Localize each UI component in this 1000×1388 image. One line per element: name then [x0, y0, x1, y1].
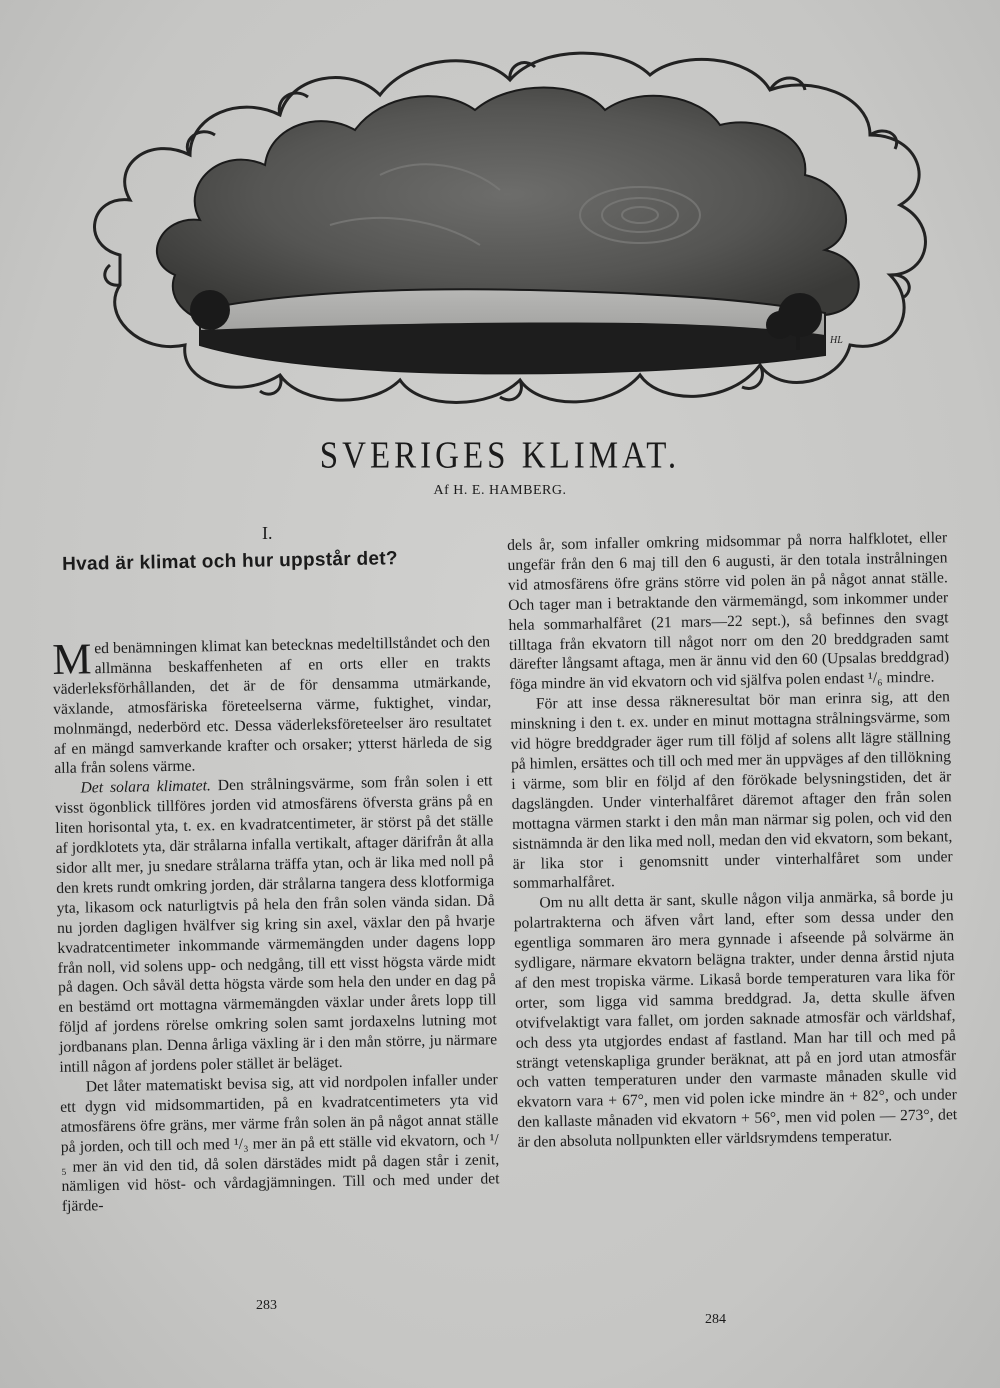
section-number: I.	[262, 523, 273, 543]
paragraph-text: Den strålningsvärme, som från solen i ett visst ögonblick tillföres jorden vid atmosfärens öfversta gräns på en liten horisontal yta, t. ex. en kvadratcentimeter, är störst på det ställe af jordklotets yta, där strålarna infalla vertikalt, aftager därifrån åt alla sidor allt mer, ju snedare strålarna träffa ytan, och är lika med noll på den krets rundt omkring jorden, där strålarna tangera dess klotformiga yta, likasom ock naturligtvis på hela den från solen vända sidan. Då nu jorden dagligen hvälfver sig kring sin axel, växlar den på hvarje kvadratcentimeter inkommande värmemängden under dagens lopp från noll, vid solens upp- och nedgång, till ett visst högsta värde midt på dagen. Och såväl detta högsta värde som hela den under en dag på en bestämd ort mottagna värmemängden växlar under årets lopp till följd af jordens rörelse omkring solen samt jordaxelns lutning mot jordbanans plan. Denna årliga växling är i den mån större, ju närmare intill någon af jordens poler stället är beläget.	[54, 772, 498, 1076]
article-byline: Af H. E. HAMBERG.	[433, 483, 567, 498]
section-heading: Hvad är klimat och hur uppstår det?	[62, 548, 398, 575]
paragraph	[54, 772, 497, 1078]
page-number-right: 284	[705, 1312, 726, 1327]
paragraph	[52, 632, 492, 779]
drop-cap: M	[51, 634, 92, 684]
right-column	[507, 528, 958, 1153]
article-title: SVERIGES KLIMAT.	[319, 435, 681, 477]
paragraph: dels år, som infaller omkring midsommar på norra halfklotet, eller ungefär från den 6 maj till den 6 augusti, är den totala instrålningen vid atmosfärens öfre gräns större vid polen än på något annat ställe. Och tager man i betraktande den värmemängd, som inkommer under hela sommarhalfåret (21 mars—22 sept.), så befinnes den svagt tilltaga från ekvatorn till något norr om den 20 breddgraden samt därefter långsamt aftaga, men är ännu vid den 60 (Upsalas breddgrad) föga mindre än vid ekvatorn och vid själfva polen endast ¹/₆ mindre.	[507, 529, 950, 694]
storm-cloud-illustration	[80, 25, 940, 425]
paragraph: Det låter matematiskt bevisa sig, att vid nordpolen infaller under ett dygn vid midsommartiden, på en kvadratcentimeters yta vid atmosfärens öfre gräns, mer värme från solen än på något annat ställe på jorden, och till och med ¹/₃ mer än på ett ställe vid ekvatorn, och ¹/₅ mer än vid den tid, då solen därstädes midt på dagen står i zenit, nämligen vid höst- och vårdagjämningen. Till och med under det fjärde-	[60, 1071, 500, 1216]
paragraph-text: ed benämningen klimat kan betecknas medeltillståndet och den allmänna beskaffenheten af en orts eller en trakts väderleksförhållanden, det är de för densamma utmärkande, växlande, atmosfäriska företeelserna värme, fuktighet, vindar, molnmängd, nederbörd etc. Dessa väderleksföreteelser äro resultatet af en mängd samverkande krafter och orsaker; ytterst härleda de sig alla från solens värme.	[52, 633, 492, 778]
page-number-left: 283	[256, 1298, 277, 1313]
paragraph: Om nu allt detta är sant, skulle någon vilja anmärka, så borde ju polartrakterna och äfven vårt land, efter som dessa under den egentliga sommaren äro mera gynnade i afseende på solvärme än sydligare, närmare ekvatorn belägna trakter, under denna årstid njuta af den mest tropiska värme. Likaså borde temperaturen vara lika för orter, som ligga vid samma breddgrad. Ja, detta skulle äfven otvifvelaktigt vara fallet, om jorden saknade atmosfär och världshaf, och dess yta utgjordes endast af fastland. Man har till och med på strängt vetenskapliga grunder beräknat, att på en jord utan atmosfär och vatten temperaturen under den varmaste månaden skulle vid ekvatorn vara + 67°, men vid polen icke mindre än + 82°, och under den kallaste månaden vid ekvatorn + 56°, men vid polen — 273°, det är den absoluta nollpunkten eller världsrymdens temperatur.	[513, 887, 958, 1152]
subheading-italic: Det solara klimatet.	[80, 777, 212, 797]
artist-signature: HL	[830, 335, 843, 346]
paragraph: För att inse dessa räkneresultat bör man erinra sig, att den minskning i den t. ex. under en minut mottagna strålningsvärme, som vid högre breddgrader äger rum till följd af solens allt lägre ställning på himlen, ersättes och till och med mer än uppväges af den tillökning i värme, som blir en följd af den förökade belysningstiden, det är dagslängden. Under vinterhalfåret däremot aftager den från solen mottagna värmen starkt i den mån man närmar sig polen, och vid den sistnämnda är den lika med noll, medan den vid ekvatorn, som bekant, är lika stor i genomsnitt under vinterhalfåret som under sommarhalfåret.	[510, 688, 953, 893]
left-column	[52, 632, 500, 1217]
